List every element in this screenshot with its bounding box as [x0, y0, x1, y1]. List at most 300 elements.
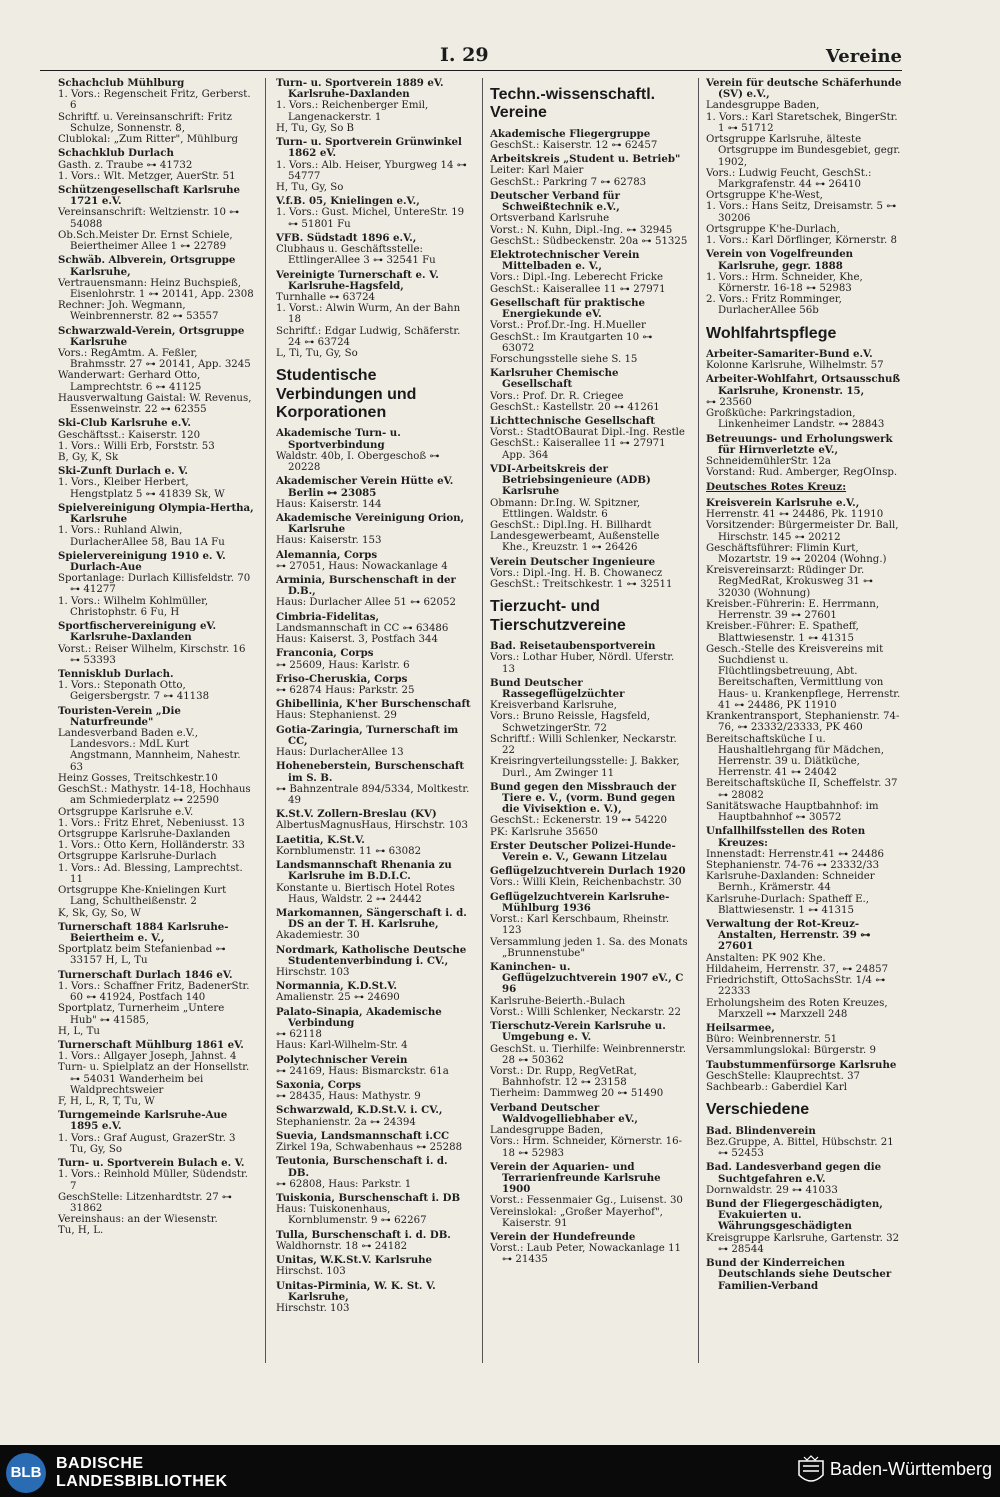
directory-entry — [276, 1156, 472, 1190]
directory-entry — [58, 255, 254, 322]
entry-detail: Karlsruhe-Daxlanden: Schneider Bernh., Krämerstr. 44 — [706, 871, 875, 894]
entry-detail: Gasth. z. Traube ⊶ 41732 — [58, 159, 193, 171]
entry-name: Turn- u. Sportverein Bulach e. V. — [58, 1157, 245, 1170]
directory-entry — [490, 191, 688, 247]
entry-detail: 1. Vors.: Karl Staretschek, BingerStr. 1 ⊶ 51712 — [706, 111, 898, 134]
entry-detail: Geschäftsführer: Flimin Kurt, Mozartstr. 19 ⊶ 20204 (Wohng.) — [706, 542, 887, 566]
entry-detail: Geschäftsst.: Kaiserstr. 120 — [58, 429, 201, 441]
directory-entry — [58, 1110, 254, 1155]
entry-name: Akademische Fliegergruppe — [490, 127, 651, 140]
entry-name: Taubstummenfürsorge Karlsruhe — [706, 1058, 897, 1071]
entry-detail: GeschSt. u. Tierhilfe: Weinbrennerstr. 28 ⊶ 50362 — [490, 1043, 686, 1066]
section-heading-welfare: Wohlfahrtspflege — [706, 324, 837, 342]
entry-detail: 1. Vors.: Ruhland Alwin, DurlacherAllee 58, Bau 1A Fu — [58, 525, 225, 548]
entry-detail: Vors.: Prof. Dr. R. Criegee — [490, 390, 624, 402]
entry-detail: Ortsgruppe K'he-Durlach, — [706, 223, 840, 235]
entry-detail: Heinz Gosses, Treitschkestr.10 — [58, 772, 218, 784]
entry-detail: Ortsgruppe Karlsruhe-Daxlanden — [58, 829, 231, 840]
directory-entry — [706, 1162, 904, 1196]
directory-entry — [276, 1131, 472, 1153]
entry-name: Landsmannschaft Rhenania zu Karlsruhe im B.D.I.C. — [276, 859, 452, 883]
entry-detail: Sportanlage: Durlach Killisfeldstr. 70 ⊶ 41277 — [58, 573, 251, 596]
entry-name: Bund gegen den Missbrauch der Tiere e. V., (vorm. Bund gegen die Vivisektion e. V.), — [490, 780, 677, 816]
entry-detail: Ortsverband Karlsruhe — [490, 213, 610, 225]
library-name: BADISCHE LANDESBIBLIOTHEK — [56, 1455, 228, 1490]
entry-detail: Turn- u. Spielplatz an der Honsellstr. ⊶ 54031 Wanderheim bei Waldprechtsweier — [58, 1062, 250, 1096]
entry-detail: Krankentransport, Stephanienstr. 74-76, ⊶ 23332/23333, PK 460 — [706, 711, 900, 734]
entry-detail: K, Sk, Gy, So, W — [58, 907, 141, 919]
entry-detail: Stephanienstr. 2a ⊶ 24394 — [276, 1116, 416, 1128]
entry-detail: Landesgruppe Baden, — [490, 1125, 604, 1137]
entry-name: Turn- u. Sportverein 1889 eV. Karlsruhe-Daxlanden — [276, 78, 444, 101]
entry-name: Unfallhilfsstellen des Roten Kreuzes: — [706, 825, 866, 849]
entry-detail: AlbertusMagnusHaus, Hirschstr. 103 — [276, 820, 469, 832]
directory-entry — [276, 513, 472, 547]
entry-detail: 1. Vors.: Gust. Michel, UntereStr. 19 ⊶ 51801 Fu — [276, 207, 465, 230]
entry-detail: Tierheim: Dammweg 20 ⊶ 51490 — [490, 1088, 664, 1100]
entry-detail: Vorst.: Prof.Dr.-Ing. H.Mueller — [490, 320, 646, 332]
directory-entry — [276, 1105, 472, 1127]
entry-name: Arminia, Burschenschaft in der D.B., — [276, 574, 456, 598]
entry-name: Deutscher Verband für Schweißtechnik e.V., — [490, 189, 620, 214]
entry-name: VDI-Arbeitskreis der Betriebsingenieure (ADB) Karlsruhe — [490, 462, 651, 498]
entry-name: Bund der Fliegergeschädigten, Evakuierten u. Währungsgeschädigten — [706, 1198, 883, 1233]
directory-entry — [58, 148, 254, 182]
entry-detail: Vereinsanschrift: Weltzienstr. 10 ⊶ 54088 — [58, 207, 240, 230]
directory-entry — [490, 841, 688, 863]
directory-entry — [276, 476, 472, 510]
entry-detail: Kreisgruppe Karlsruhe, Gartenstr. 32 ⊶ 28544 — [706, 1232, 900, 1255]
entry-detail: Schriftf.: Willi Schlenker, Neckarstr. 22 — [490, 733, 677, 757]
entry-name: Tennisklub Durlach. — [58, 667, 174, 680]
entry-detail: GeschSt.: Südbeckenstr. 20a ⊶ 51325 — [490, 235, 688, 247]
entry-name: Betreuungs- und Erholungswerk für Hirnverletzte eV., — [706, 432, 893, 456]
entry-detail: Kornblumenstr. 11 ⊶ 63082 — [276, 845, 422, 857]
entry-detail: GeschSt.: Treitschkestr. 1 ⊶ 32511 — [490, 579, 673, 591]
directory-entry — [276, 1055, 472, 1077]
entry-name: Nordmark, Katholische Deutsche Studentenverbindung i. CV., — [276, 943, 467, 967]
entry-detail: ⊶ 23560 — [706, 396, 752, 408]
entry-detail: 1. Vors.: Steponath Otto, Geigersbergstr. 7 ⊶ 41138 — [58, 680, 210, 703]
entry-name: Suevia, Landsmannschaft i.CC — [276, 1129, 450, 1142]
entry-detail: F, H, L, R, T, Tu, W — [58, 1096, 155, 1108]
entry-detail: Sportplatz, Turnerheim „Untere Hub" ⊶ 41585, — [58, 1003, 225, 1026]
entry-detail: 1. Vors.: Reinhold Müller, Südendstr. 7 — [58, 1169, 248, 1192]
section-heading-student-associations: Studentische Verbindungen und Korporationen — [276, 367, 417, 422]
entry-detail: Versammlungslokal: Bürgerstr. 9 — [706, 1045, 877, 1057]
directory-entry — [490, 1021, 688, 1100]
entry-detail: Vors.: Lothar Huber, Nördl. Uferstr. 13 — [490, 652, 675, 675]
directory-entry — [706, 249, 904, 316]
directory-entry — [490, 368, 688, 413]
entry-name: Erster Deutscher Polizei-Hunde-Verein e. V., Gewann Litzelau — [490, 839, 676, 864]
directory-entry — [276, 1255, 472, 1277]
entry-detail: GeschSt.: Kastellstr. 20 ⊶ 41261 — [490, 401, 660, 413]
entry-detail: Clubhaus u. Geschäftsstelle: EttlingerAllee 3 ⊶ 32541 Fu — [276, 244, 436, 267]
entry-detail: Sachbearb.: Gaberdiel Karl — [706, 1082, 847, 1094]
entry-detail: ⊶ 62808, Haus: Parkstr. 1 — [276, 1178, 412, 1190]
directory-entry — [490, 892, 688, 959]
entry-detail: 1. Vors.: Allgayer Joseph, Jahnst. 4 — [58, 1051, 237, 1063]
section-title: Vereine — [825, 46, 902, 67]
entry-name: Arbeitskreis „Student u. Betrieb" — [490, 153, 681, 166]
directory-entry — [490, 298, 688, 365]
column-divider — [698, 78, 699, 1363]
directory-entry — [58, 1158, 254, 1237]
entry-detail: Konstante u. Biertisch Hotel Rotes Haus, Waldstr. 2 ⊶ 24442 — [276, 882, 455, 905]
entry-detail: Ortsgruppe Karlsruhe e.V. — [58, 806, 194, 818]
directory-entry — [58, 706, 254, 919]
directory-entry — [276, 809, 472, 831]
entry-detail: Bereitschaftsküche I u. Haushaltlehrgang für Mädchen, Herrenstr. 39 u. Diätküche, Herrenstr. 41 ⊶ 24042 — [706, 733, 884, 779]
directory-entry — [58, 503, 254, 548]
entry-name: Tuiskonia, Burschenschaft i. DB — [276, 1191, 461, 1204]
directory-entry — [276, 612, 472, 646]
entry-detail: 1. Vors.: Graf August, GrazerStr. 3 Tu, Gy, So — [58, 1132, 236, 1155]
entry-detail: Forschungsstelle siehe S. 15 — [490, 353, 638, 365]
entry-detail: Ortsgruppe Karlsruhe-Durlach — [58, 851, 217, 863]
entry-name: Hoheneberstein, Burschenschaft im S. B. — [276, 760, 465, 784]
entry-detail: Vors.: Dipl.-Ing. H. B. Chowanecz — [490, 567, 663, 579]
entry-name: Palato-Sinapia, Akademische Verbindung — [276, 1005, 442, 1029]
entry-name: V.f.B. 05, Knielingen e.V., — [276, 195, 420, 208]
entry-detail: PK: Karlsruhe 35650 — [490, 826, 598, 838]
entry-detail: Gesch.-Stelle des Kreisvereins mit Suchdienst u. Flüchtlingsbetreuung, Abt. Bereitschaften, Vermittlung von Haus- u. Krankenpflege, Herrenstr. 41 ⊶ 24486, PK 11910 — [706, 643, 901, 711]
entry-detail: Vorst.: Karl Kerschbaum, Rheinstr. 123 — [490, 914, 670, 937]
entry-detail: 1. Vors.: Karl Dörflinger, Körnerstr. 8 — [706, 235, 897, 247]
entry-detail: Haus: DurlacherAllee 13 — [276, 747, 404, 759]
entry-detail: Vorst.: Reiser Wilhelm, Kirschstr. 16 ⊶ 53393 — [58, 643, 246, 666]
entry-name: Heilsarmee, — [706, 1022, 775, 1034]
entry-name: Polytechnischer Verein — [276, 1053, 408, 1066]
entry-detail: Sportplatz beim Stefanienbad ⊶ 33157 H, L, Tu — [58, 944, 226, 967]
page-header — [0, 42, 1000, 72]
entry-detail: Amalienstr. 25 ⊶ 24690 — [276, 992, 400, 1004]
entry-detail: Vorst.: Willi Schlenker, Neckarstr. 22 — [490, 1006, 682, 1018]
entry-name: Ski-Club Karlsruhe e.V. — [58, 417, 191, 430]
entry-name: Unitas-Pirminia, W. K. St. V. Karlsruhe, — [276, 1279, 436, 1303]
entry-name: Normannia, K.D.St.V. — [276, 980, 397, 993]
directory-entry — [58, 669, 254, 703]
column-1 — [58, 78, 254, 1358]
entry-detail: Vorst.: N. Kuhn, Dipl.-Ing. ⊶ 32945 — [490, 224, 673, 236]
entry-name: Unitas, W.K.St.V. Karlsruhe — [276, 1254, 433, 1267]
entry-detail: Vors.: Hrm. Schneider, Körnerstr. 16-18 ⊶ 52983 — [490, 1136, 683, 1159]
entry-name: Akademische Vereinigung Orion, Karlsruhe — [276, 511, 465, 536]
entry-detail: Hirschst. 103 — [276, 1266, 346, 1278]
section-heading-miscellaneous: Verschiedene — [706, 1101, 810, 1119]
entry-detail: ⊶ 27051, Haus: Nowackanlage 4 — [276, 560, 448, 572]
entry-detail: Zirkel 19a, Schwabenhaus ⊶ 25288 — [276, 1142, 463, 1154]
entry-detail: Haus: Durlacher Allee 51 ⊶ 62052 — [276, 597, 456, 609]
directory-entry — [706, 498, 904, 823]
entry-detail: SchneidemühlerStr. 12a — [706, 455, 831, 467]
entry-name: Sportfischervereinigung eV. Karlsruhe-Daxlanden — [58, 620, 217, 644]
entry-detail: Landsmannschaft in CC ⊶ 63486 — [276, 622, 449, 634]
directory-entry — [276, 648, 472, 670]
directory-entry — [276, 1007, 472, 1052]
entry-detail: Ob.Sch.Meister Dr. Ernst Schiele, Beiertheimer Allee 1 ⊶ 22789 — [58, 229, 233, 253]
column-divider — [265, 78, 266, 1363]
entry-name: Franconia, Corps — [276, 647, 374, 660]
entry-detail: ⊶ 25609, Haus: Karlstr. 6 — [276, 659, 410, 671]
entry-detail: Vorsitzender: Bürgermeister Dr. Ball, Hirschstr. 145 ⊶ 20212 — [706, 520, 899, 543]
entry-detail: L, Ti, Tu, Gy, So — [276, 348, 358, 360]
entry-detail: Vereinshaus: an der Wiesenstr. — [58, 1214, 218, 1226]
entry-name: Tulla, Burschenschaft i. d. DB. — [276, 1228, 451, 1241]
entry-detail: Karlsruhe-Durlach: Spatheff E., Blattwiesenstr. 1 ⊶ 41315 — [706, 893, 870, 916]
entry-name: Arbeiter-Wohlfahrt, Ortsausschuß Karlsruhe, Kronenstr. 15, — [706, 373, 901, 397]
state-name: Baden-Württemberg — [829, 1459, 992, 1479]
column-3 — [490, 78, 688, 1358]
entry-detail: 2. Vors.: Fritz Romminger, DurlacherAllee 56b — [706, 294, 842, 317]
entry-name: Gotia-Zaringia, Turnerschaft im CC, — [276, 723, 459, 747]
entry-name: Turnerschaft 1884 Karlsruhe-Beiertheim e. V., — [58, 920, 229, 944]
entry-detail: ⊶ 24169, Haus: Bismarckstr. 61a — [276, 1065, 449, 1077]
entry-detail: GeschSt.: Parkring 7 ⊶ 62783 — [490, 176, 647, 188]
directory-entry — [706, 349, 904, 371]
entry-name: Cimbria-Fidelitas, — [276, 610, 379, 623]
directory-entry — [58, 551, 254, 618]
entry-name: Karlsruher Chemische Gesellschaft — [490, 367, 619, 391]
entry-detail: GeschSt.: Kaiserallee 11 ⊶ 27971 — [490, 283, 666, 295]
entry-name: Schwarzwald, K.D.St.V. i. CV., — [276, 1104, 443, 1117]
directory-entry — [706, 1023, 904, 1057]
header-rule — [40, 70, 902, 71]
directory-entry — [58, 418, 254, 463]
entry-detail: 1. Vorst.: Alwin Wurm, An der Bahn 18 — [276, 303, 461, 326]
entry-detail: Landesverband Baden e.V., Landesvors.: MdL Kurt Angstmann, Mannheim, Nahestr. 63 — [58, 728, 241, 773]
entry-detail: Landesgruppe Baden, — [706, 100, 820, 112]
entry-name: Geflügelzuchtverein Karlsruhe-Mühlburg 1936 — [490, 890, 670, 914]
entry-detail: Vorst.: Fessenmaier Gg., Luisenst. 30 — [490, 1195, 683, 1207]
entry-detail: Kreisber.-Führer: E. Spatheff, Blattwiesenstr. 1 ⊶ 41315 — [706, 621, 859, 644]
entry-detail: Obmann: Dr.Ing. W. Spitzner, Ettlingen. Waldstr. 6 — [490, 497, 641, 520]
entry-name: Teutonia, Burschenschaft i. d. DB. — [276, 1155, 448, 1179]
directory-entry — [276, 908, 472, 942]
viewer-footer — [0, 1445, 1000, 1497]
entry-name: Schachclub Mühlburg — [58, 78, 185, 89]
entry-detail: Kreisringverteilungsstelle: J. Bakker, Durl., Am Zwinger 11 — [490, 756, 680, 779]
entry-detail: Ortsgruppe K'he-West, — [706, 190, 823, 202]
entry-detail: ⊶ 28435, Haus: Mathystr. 9 — [276, 1091, 421, 1103]
directory-entry — [490, 250, 688, 295]
entry-name: Bad. Landesverband gegen die Suchtgefahren e.V. — [706, 1161, 882, 1185]
entry-detail: Vors.: RegAmtm. A. Feßler, Brahmsstr. 27 ⊶ 20141, App. 3245 — [58, 348, 251, 371]
entry-name: Schwarzwald-Verein, Ortsgruppe Karlsruhe — [58, 324, 245, 348]
entry-detail: 1. Vors.: Ad. Blessing, Lamprechtst. 11 — [58, 862, 243, 885]
entry-detail: Innenstadt: Herrenstr.41 ⊶ 24486 — [706, 848, 885, 860]
entry-name: Schachklub Durlach — [58, 147, 174, 160]
directory-entry — [706, 826, 904, 916]
entry-detail: 1. Vors.: Fritz Ehret, Nebeniusst. 13 — [58, 817, 245, 829]
entry-detail: Vors.: Willi Klein, Reichenbachstr. 30 — [490, 877, 682, 889]
entry-detail: Tu, H, L. — [58, 1225, 104, 1237]
entry-name: Verwaltung der Rot-Kreuz-Anstalten, Herrenstr. 39 ⊶ 27601 — [706, 918, 871, 953]
entry-detail: Landesgewerbeamt, Außenstelle Khe., Kreuzstr. 1 ⊶ 26426 — [490, 531, 660, 554]
directory-entry — [276, 860, 472, 905]
entry-detail: 1. Vors.: Wilhelm Kohlmüller, Christophstr. 6 Fu, H — [58, 595, 209, 618]
entry-detail: Büro: Weinbrennerstr. 51 — [706, 1034, 838, 1046]
entry-detail: Vorst.: Dr. Rupp, RegVetRat, Bahnhofstr. 12 ⊶ 23158 — [490, 1065, 637, 1089]
directory-entry — [276, 233, 472, 267]
entry-detail: Kolonne Karlsruhe, Wilhelmstr. 57 — [706, 360, 884, 372]
entry-name: Verein von Vogelfreunden Karlsruhe, gegr. 1888 — [706, 248, 854, 272]
entry-name: K.St.V. Zollern-Breslau (KV) — [276, 808, 437, 821]
directory-entry — [706, 1060, 904, 1094]
entry-name: Kaninchen- u. Geflügelzuchtverein 1907 eV., C 96 — [490, 961, 684, 996]
entry-detail: Hausverwaltung Gaistal: W. Revenus, Essenweinstr. 22 ⊶ 62355 — [58, 392, 252, 416]
entry-detail: Haus: Tuiskonenhaus, Kornblumenstr. 9 ⊶ 62267 — [276, 1204, 427, 1227]
entry-detail: 1. Vors.: Regenscheit Fritz, Gerberst. 6 — [58, 89, 251, 112]
entry-detail: GeschSt.: Kaiserstr. 12 ⊶ 62457 — [490, 140, 658, 151]
entry-detail: Akademiestr. 30 — [276, 930, 360, 942]
entry-detail: Turnhalle ⊶ 63724 — [276, 291, 376, 303]
entry-name: Verein Deutscher Ingenieure — [490, 555, 656, 568]
directory-entry — [276, 575, 472, 609]
directory-entry — [58, 78, 254, 145]
entry-detail: Bereitschaftsküche II, Scheffelstr. 37 ⊶ 28082 — [706, 778, 898, 801]
entry-detail: 1. Vors.: Reichenberger Emil, Langenackerstr. 1 — [276, 100, 429, 123]
directory-entry — [276, 981, 472, 1003]
directory-entry — [490, 962, 688, 1018]
entry-name: Turn- u. Sportverein Grünwinkel 1862 eV. — [276, 136, 462, 160]
directory-entry — [490, 641, 688, 675]
entry-detail: Erholungsheim des Roten Kreuzes, Marxzell ⊶ Marxzell 248 — [706, 997, 888, 1020]
entry-detail: H, L, Tu — [58, 1025, 100, 1037]
entry-detail: Vorstand: Rud. Amberger, RegOInsp. — [706, 467, 898, 479]
entry-name: VFB. Südstadt 1896 e.V., — [276, 231, 417, 244]
entry-name: Friso-Cheruskia, Corps — [276, 672, 408, 685]
entry-detail: Kreisber.-Führerin: E. Herrmann, Herrenstr. 39 ⊶ 27601 — [706, 598, 880, 622]
entry-detail: Wanderwart: Gerhard Otto, Lamprechtstr. 6 ⊶ 41125 — [58, 370, 202, 393]
entry-name: Ghibellinia, K'her Burschenschaft — [276, 698, 471, 711]
entry-detail: 1. Vors.: Willi Erb, Forststr. 53 — [58, 440, 215, 452]
entry-detail: GeschSt.: Mathystr. 14-18, Hochhaus am Schmiederplatz ⊶ 22590 — [58, 784, 251, 807]
entry-detail: 1. Vors.: Schaffner Fritz, BadenerStr. 60 ⊶ 41924, Postfach 140 — [58, 980, 250, 1004]
directory-entry — [58, 1040, 254, 1107]
directory-entry — [276, 674, 472, 696]
directory-entry — [706, 374, 904, 430]
directory-entry — [276, 1230, 472, 1252]
entry-detail: Haus: Kaiserstr. 153 — [276, 535, 382, 547]
entry-name: Schwäb. Albverein, Ortsgruppe Karlsruhe, — [58, 254, 236, 278]
entry-detail: Vors.: Bruno Reissle, Hagsfeld, SchwetzingerStr. 72 — [490, 711, 651, 734]
directory-entry — [490, 1162, 688, 1229]
entry-name: Verein der Aquarien- und Terrarienfreunde Karlsruhe 1900 — [490, 1160, 661, 1196]
entry-name: Spielvereinigung Olympia-Hertha, Karlsruhe — [58, 501, 254, 526]
directory-entry — [490, 464, 688, 554]
entry-name: Akademische Turn- u. Sportverbindung — [276, 427, 401, 451]
entry-name: Verein der Hundefreunde — [490, 1231, 636, 1244]
entry-detail: 1. Vors.: Otto Kern, Holländerstr. 33 — [58, 840, 245, 852]
directory-entry — [276, 761, 472, 806]
directory-entry — [706, 919, 904, 1020]
entry-detail: Stephanienstr. 74-76 ⊶ 23332/33 — [706, 859, 880, 871]
entry-detail: Haus: Kaiserst. 3, Postfach 344 — [276, 634, 438, 646]
directory-entry — [276, 835, 472, 857]
directory-entry — [58, 466, 254, 500]
entry-name: Vereinigte Turnerschaft e. V. Karlsruhe-Hagsfeld, — [276, 268, 439, 292]
entry-name: Elektrotechnischer Verein Mittelbaden e. V., — [490, 248, 640, 273]
entry-detail: H, Tu, Gy, So B — [276, 122, 355, 134]
page-number: I. 29 — [440, 44, 489, 66]
entry-detail: ⊶ 62874 Haus: Parkstr. 25 — [276, 685, 415, 697]
entry-detail: Vorst.: Laub Peter, Nowackanlage 11 ⊶ 21435 — [490, 1243, 682, 1266]
entry-detail: GeschSt.: Dipl.Ing. H. Billhardt — [490, 520, 652, 531]
entry-name: Arbeiter-Samariter-Bund e.V. — [706, 347, 873, 360]
entry-name: Verein für deutsche Schäferhunde (SV) e.V., — [706, 78, 902, 101]
entry-name: Turngemeinde Karlsruhe-Aue 1895 e.V. — [58, 1109, 228, 1133]
entry-name: Lichttechnische Gesellschaft — [490, 415, 655, 428]
entry-name: Bund der Kinderreichen Deutschlands siehe Deutscher Familien-Verband — [706, 1257, 892, 1292]
entry-detail: Anstalten: PK 902 Khe. — [706, 952, 826, 964]
directory-entry — [490, 782, 688, 838]
entry-detail: Schriftf.: Edgar Ludwig, Schäferstr. 24 ⊶ 63724 — [276, 325, 461, 348]
directory-entry — [490, 866, 688, 888]
entry-detail: Hildaheim, Herrenstr. 37, ⊶ 24857 — [706, 963, 889, 975]
entry-detail: Vors.: Dipl.-Ing. Leberecht Fricke — [490, 272, 663, 284]
blb-logo-icon: BLB — [6, 1453, 46, 1493]
directory-entry — [490, 154, 688, 188]
entry-detail: Dornwaldstr. 29 ⊶ 41033 — [706, 1184, 838, 1196]
directory-entry — [490, 557, 688, 591]
entry-name: Touristen-Verein „Die Naturfreunde" — [58, 704, 181, 728]
entry-name: Akademischer Verein Hütte eV. Berlin ⊶ 23085 — [276, 475, 454, 499]
entry-detail: Schriftf. u. Vereinsanschrift: Fritz Schulze, Sonnenstr. 8, — [58, 111, 233, 134]
directory-entry — [706, 1199, 904, 1255]
entry-detail: Sanitätswache Hauptbahnhof: im Hauptbahnhof ⊶ 30572 — [706, 800, 879, 824]
entry-detail: Karlsruhe-Beierth.-Bulach — [490, 995, 626, 1007]
entry-detail: Hirschstr. 103 — [276, 967, 350, 979]
entry-detail: Haus: Kaiserstr. 144 — [276, 498, 382, 510]
entry-detail: Vertrauensmann: Heinz Buchspieß, Eisenlohrstr. 1 ⊶ 20141, App. 2308 — [58, 277, 254, 300]
section-heading-animal-societies: Tierzucht- und Tierschutzvereine — [490, 598, 626, 634]
entry-detail: GeschStelle: Klauprechtst. 37 — [706, 1070, 861, 1082]
entry-name: Geflügelzuchtverein Durlach 1920 — [490, 865, 686, 878]
entry-name: Tierschutz-Verein Karlsruhe u. Umgebung e. V. — [490, 1020, 666, 1044]
entry-name: Bad. Reisetaubensportverein — [490, 640, 656, 653]
entry-name: Turnerschaft Durlach 1846 eV. — [58, 968, 233, 981]
entry-detail: 1. Vors.: Hrm. Schneider, Khe, Körnerstr. 16-18 ⊶ 52983 — [706, 271, 863, 294]
entry-detail: Clublokal: „Zum Ritter", Mühlburg — [58, 134, 238, 146]
directory-entry — [276, 196, 472, 230]
column-divider — [482, 78, 483, 1363]
column-4 — [706, 78, 904, 1358]
entry-detail: Kreisverband Karlsruhe, — [490, 700, 617, 712]
entry-detail: Rechner: Joh. Wegmann, Weinbrennerstr. 82 ⊶ 53557 — [58, 300, 219, 323]
directory-entry — [276, 699, 472, 721]
directory-entry — [490, 416, 688, 461]
entry-detail: Vors.: Ludwig Feucht, GeschSt.: Markgrafenstr. 44 ⊶ 26410 — [706, 167, 872, 190]
entry-detail: GeschSt.: Im Krautgarten 10 ⊶ 63072 — [490, 331, 653, 354]
entry-detail: ⊶ Bahnzentrale 894/5334, Moltkestr. 49 — [276, 783, 470, 806]
entry-detail: Waldhornstr. 18 ⊶ 24182 — [276, 1240, 408, 1252]
directory-entry — [706, 1126, 904, 1160]
entry-detail: Leiter: Karl Maier — [490, 165, 584, 177]
entry-name: Spielervereinigung 1910 e. V. Durlach-Aue — [58, 549, 226, 573]
entry-detail: GeschSt.: Eckenerstr. 19 ⊶ 54220 — [490, 815, 668, 827]
entry-detail: ⊶ 62118 — [276, 1029, 322, 1041]
directory-entry — [58, 621, 254, 666]
entry-name: Markomannen, Sängerschaft i. d. DS an der T. H. Karlsruhe, — [276, 906, 467, 931]
entry-detail: Großküche: Parkringstadion, Linkenheimer Landstr. ⊶ 28843 — [706, 408, 885, 431]
entry-detail: 1. Vors., Kleiber Herbert, Hengstplatz 5 ⊶ 41839 Sk, W — [58, 477, 225, 500]
entry-name: Schützengesellschaft Karlsruhe 1721 e.V. — [58, 183, 240, 208]
entry-detail: Haus: Karl-Wilhelm-Str. 4 — [276, 1040, 408, 1052]
directory-entry — [58, 922, 254, 967]
entry-detail: Bez.Gruppe, A. Bittel, Hübschstr. 21 ⊶ 52453 — [706, 1136, 894, 1160]
